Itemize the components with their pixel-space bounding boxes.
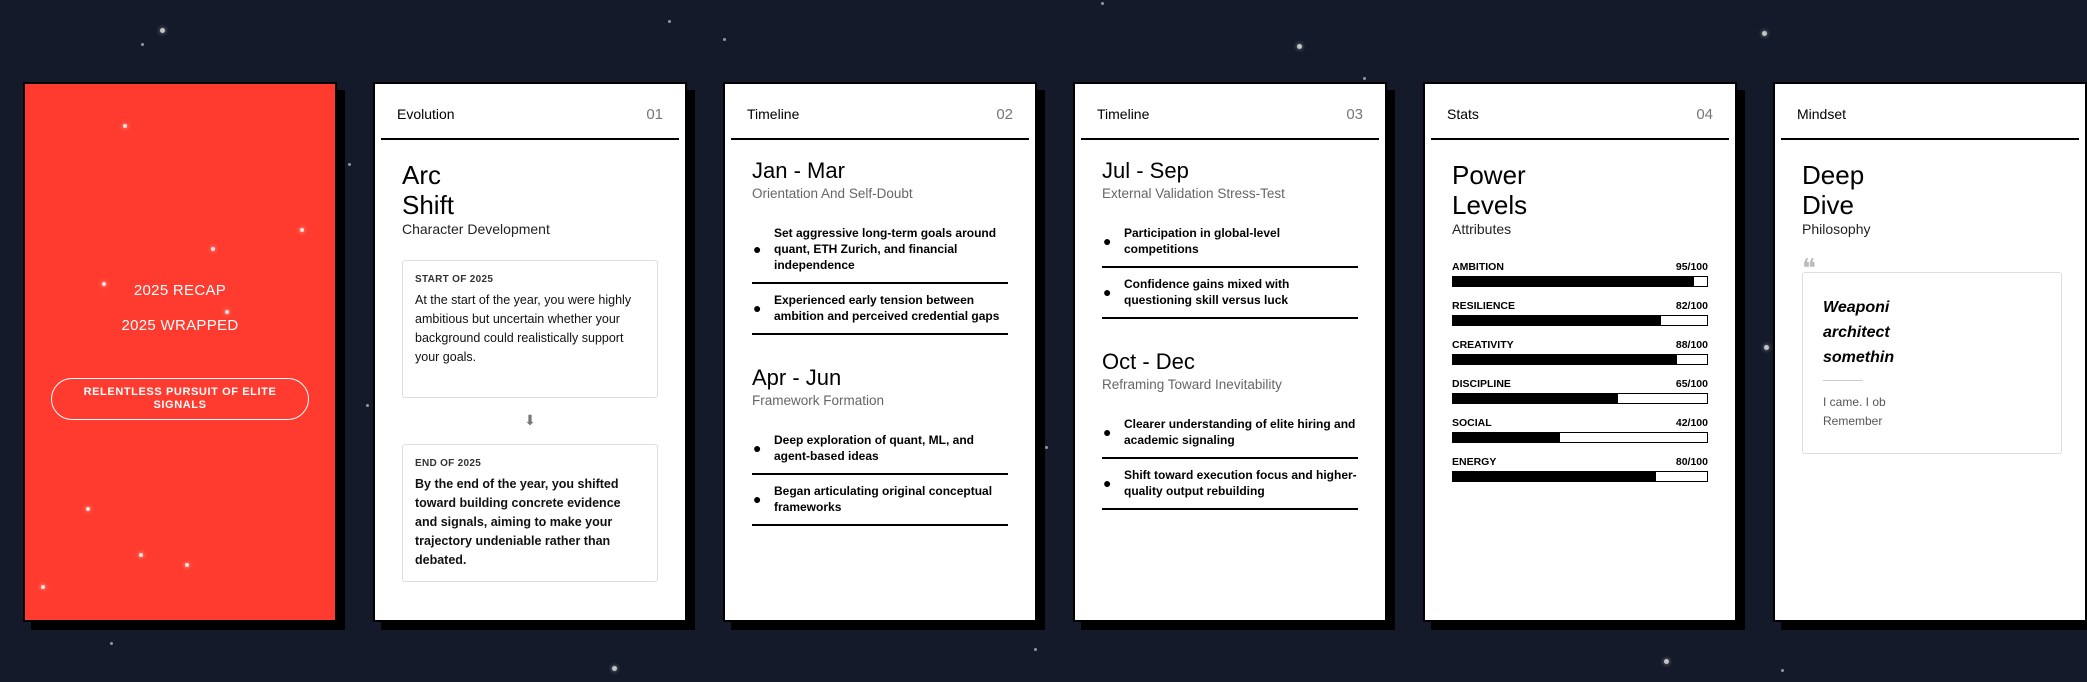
period-subtitle: Framework Formation [752,393,885,408]
recap-title: 2025 RECAP [133,282,227,299]
stat-bar-fill [1453,277,1694,286]
stat-bar-fill [1453,316,1661,325]
quote-divider [1823,380,1863,381]
stat-item [1452,300,1708,326]
tagline-pill-label: RELENTLESS PURSUIT OF ELITE SIGNALS [83,386,277,411]
quote-icon: ❝ [1802,254,1816,284]
stat-value: 88/100 [1675,339,1708,351]
list-item: ● Deep exploration of quant, ML, and agent-based ideas [752,424,1008,475]
period-subtitle: Orientation And Self-Doubt [752,186,913,201]
list-item: ● Confidence gains mixed with questioning skill versus luck [1102,268,1358,319]
stat-value: 42/100 [1675,417,1708,429]
stat-value: 82/100 [1675,300,1708,312]
arrow-down-icon: ⬇ [524,412,536,428]
end-text: By the end of the year, you shifted toward building concrete evidence and signals, aiming to make your trajectory undeniable rather than debated. [415,477,621,567]
bullet-icon: ● [753,491,762,507]
card-header [731,84,1029,140]
bullet-icon: ● [753,300,762,316]
stat-name: RESILIENCE [1452,300,1516,312]
card-title-line1: Deep [1802,160,1865,190]
list-item: ● Clearer understanding of elite hiring and academic signaling [1102,408,1358,459]
stat-bar-fill [1453,355,1677,364]
stat-bar [1452,276,1708,287]
stat-item [1452,417,1708,443]
wrapped-title: 2025 WRAPPED [121,317,239,334]
bullet-icon: ● [1103,284,1112,300]
list-item: ● Shift toward execution focus and higher-quality output rebuilding [1102,459,1358,510]
stat-row [1452,417,1708,429]
card-title-line2: Shift [402,190,455,220]
stat-name: AMBITION [1452,261,1504,273]
card-title-line1: Arc [402,160,441,190]
stat-value: 65/100 [1675,378,1708,390]
stat-row [1452,261,1708,273]
period-subtitle: Reframing Toward Inevitability [1102,377,1282,392]
stat-row [1452,339,1708,351]
card-subtitle: Attributes [1452,221,1512,237]
stat-value: 95/100 [1675,261,1708,273]
cover-card[interactable] [23,82,337,622]
stat-name: ENERGY [1452,456,1497,468]
card-header [381,84,679,140]
quote-line: architect [1823,324,1890,341]
stat-bar-fill [1453,472,1656,481]
stat-item [1452,456,1708,482]
card-label: Stats [1447,106,1479,122]
end-label: END OF 2025 [415,458,482,469]
evolution-card[interactable] [373,82,687,622]
stat-item [1452,339,1708,365]
start-box [402,260,658,398]
start-text: At the start of the year, you were highly ambitious but uncertain whether your background could realistically support your goals. [415,293,632,364]
bullet-icon: ● [1103,475,1112,491]
list-item: ● Participation in global-level competitions [1102,217,1358,268]
card-title-line2: Dive [1802,190,1855,220]
card-label: Timeline [747,106,800,122]
tagline-pill[interactable] [51,378,309,420]
stat-bar [1452,471,1708,482]
stat-row [1452,456,1708,468]
list-item: ● Experienced early tension between ambition and perceived credential gaps [752,284,1008,335]
card-header [1431,84,1729,140]
quote-foot-line: I came. I ob [1823,395,1886,409]
stat-row [1452,378,1708,390]
quote-box [1802,272,2062,454]
timeline-card-03[interactable] [1073,82,1387,622]
period-title: Apr - Jun [752,365,842,390]
stat-bar-fill [1453,433,1560,442]
end-box [402,444,658,582]
bullet-icon: ● [1103,424,1112,440]
card-subtitle: Character Development [402,221,550,237]
quote-foot-line: Remember [1823,414,1883,428]
stat-list [1452,261,1708,482]
card-label: Evolution [397,106,455,122]
card-title-line1: Power [1452,160,1526,190]
card-label: Timeline [1097,106,1150,122]
timeline-card-02[interactable] [723,82,1037,622]
card-number: 04 [1696,105,1713,123]
mindset-card[interactable] [1773,82,2087,622]
stat-bar [1452,315,1708,326]
period-title: Jan - Mar [752,158,845,183]
stat-value: 80/100 [1675,456,1708,468]
card-subtitle: Philosophy [1802,221,1871,237]
list-item: ● Set aggressive long-term goals around quant, ETH Zurich, and financial independence [752,217,1008,284]
start-label: START OF 2025 [415,274,494,285]
card-number: 02 [996,105,1013,123]
stat-name: SOCIAL [1452,417,1492,429]
stat-name: DISCIPLINE [1452,378,1511,390]
stats-card[interactable] [1423,82,1737,622]
stat-bar [1452,432,1708,443]
stat-name: CREATIVITY [1452,339,1514,351]
stat-bar-fill [1453,394,1618,403]
card-number: 03 [1346,105,1363,123]
period-title: Jul - Sep [1102,158,1189,183]
stat-bar [1452,393,1708,404]
bullet-icon: ● [1103,233,1112,249]
bullet-icon: ● [753,440,762,456]
bullet-icon: ● [753,241,762,257]
card-header [1081,84,1379,140]
quote-line: somethin [1823,349,1895,366]
stat-bar [1452,354,1708,365]
period-title: Oct - Dec [1102,349,1195,374]
card-label: Mindset [1797,106,1847,122]
quote-line: Weaponi [1823,299,1890,316]
period-subtitle: External Validation Stress-Test [1102,186,1285,201]
stat-item [1452,378,1708,404]
list-item: ● Began articulating original conceptual frameworks [752,475,1008,526]
card-title-line2: Levels [1452,190,1528,220]
card-header [1781,84,2079,140]
stat-item [1452,261,1708,287]
stat-row [1452,300,1708,312]
card-number: 01 [646,105,663,123]
